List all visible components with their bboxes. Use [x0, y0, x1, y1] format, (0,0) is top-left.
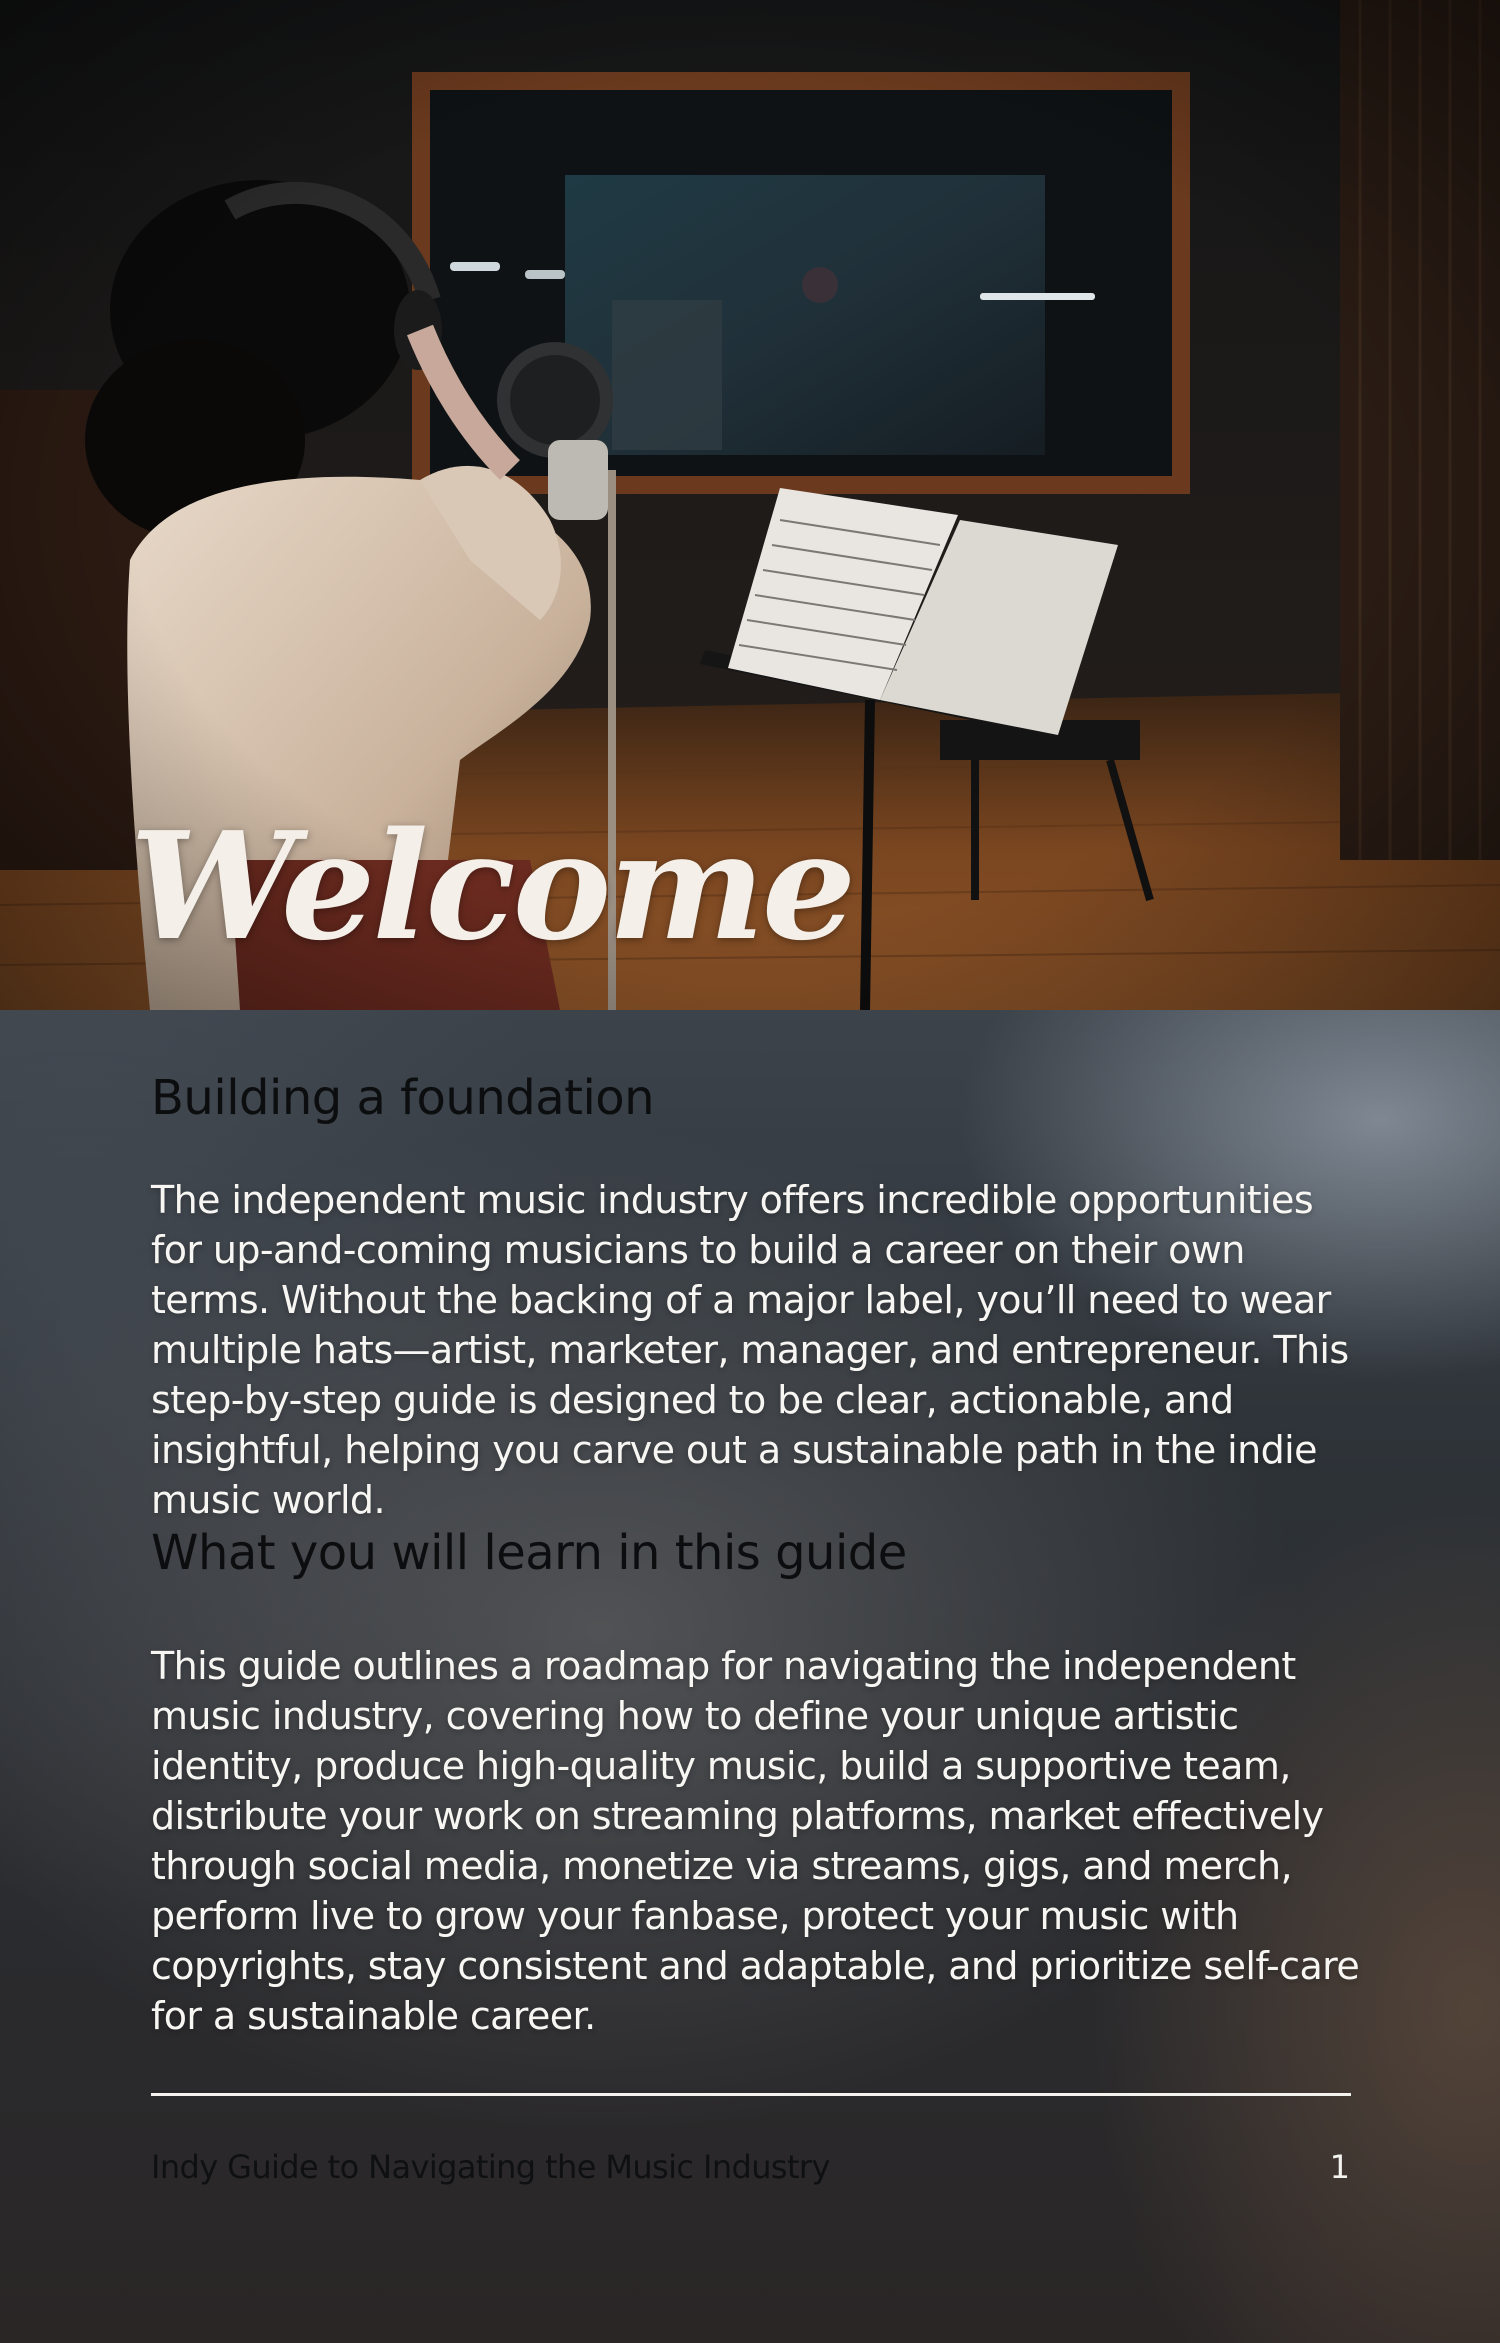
section-heading-foundation: Building a foundation — [151, 1070, 655, 1126]
hero-title: Welcome — [130, 799, 854, 973]
section-heading-what-you-will-learn: What you will learn in this guide — [151, 1525, 907, 1581]
hero-photo — [0, 0, 1500, 1010]
footer-divider — [151, 2093, 1351, 2096]
footer-document-title: Indy Guide to Navigating the Music Industry — [151, 2148, 830, 2186]
page-number: 1 — [1329, 2148, 1350, 2186]
section-body-what-you-will-learn: This guide outlines a roadmap for navigating the independent music industry, covering how to define your unique artistic identity, produce high-quality music, build a supportive team, distribute your work on streaming platforms, market effectively through social media, monetize via streams, gigs, and merch, perform live to grow your fanbase, protect your music with copyrights, stay consistent and adaptable, and prioritize self-care for a sustainable career. — [151, 1644, 1360, 2038]
section-body-foundation: The independent music industry offers incredible opportunities for up-and-coming musicians to build a career on their own terms. Without the backing of a major label, you’ll need to wear multiple hats—artist, marketer, manager, and entrepreneur. This step-by-step guide is designed to be clear, actionable, and insightful, helping you carve out a sustainable path in the indie music world. — [151, 1178, 1349, 1522]
content-panel — [0, 1010, 1500, 2343]
